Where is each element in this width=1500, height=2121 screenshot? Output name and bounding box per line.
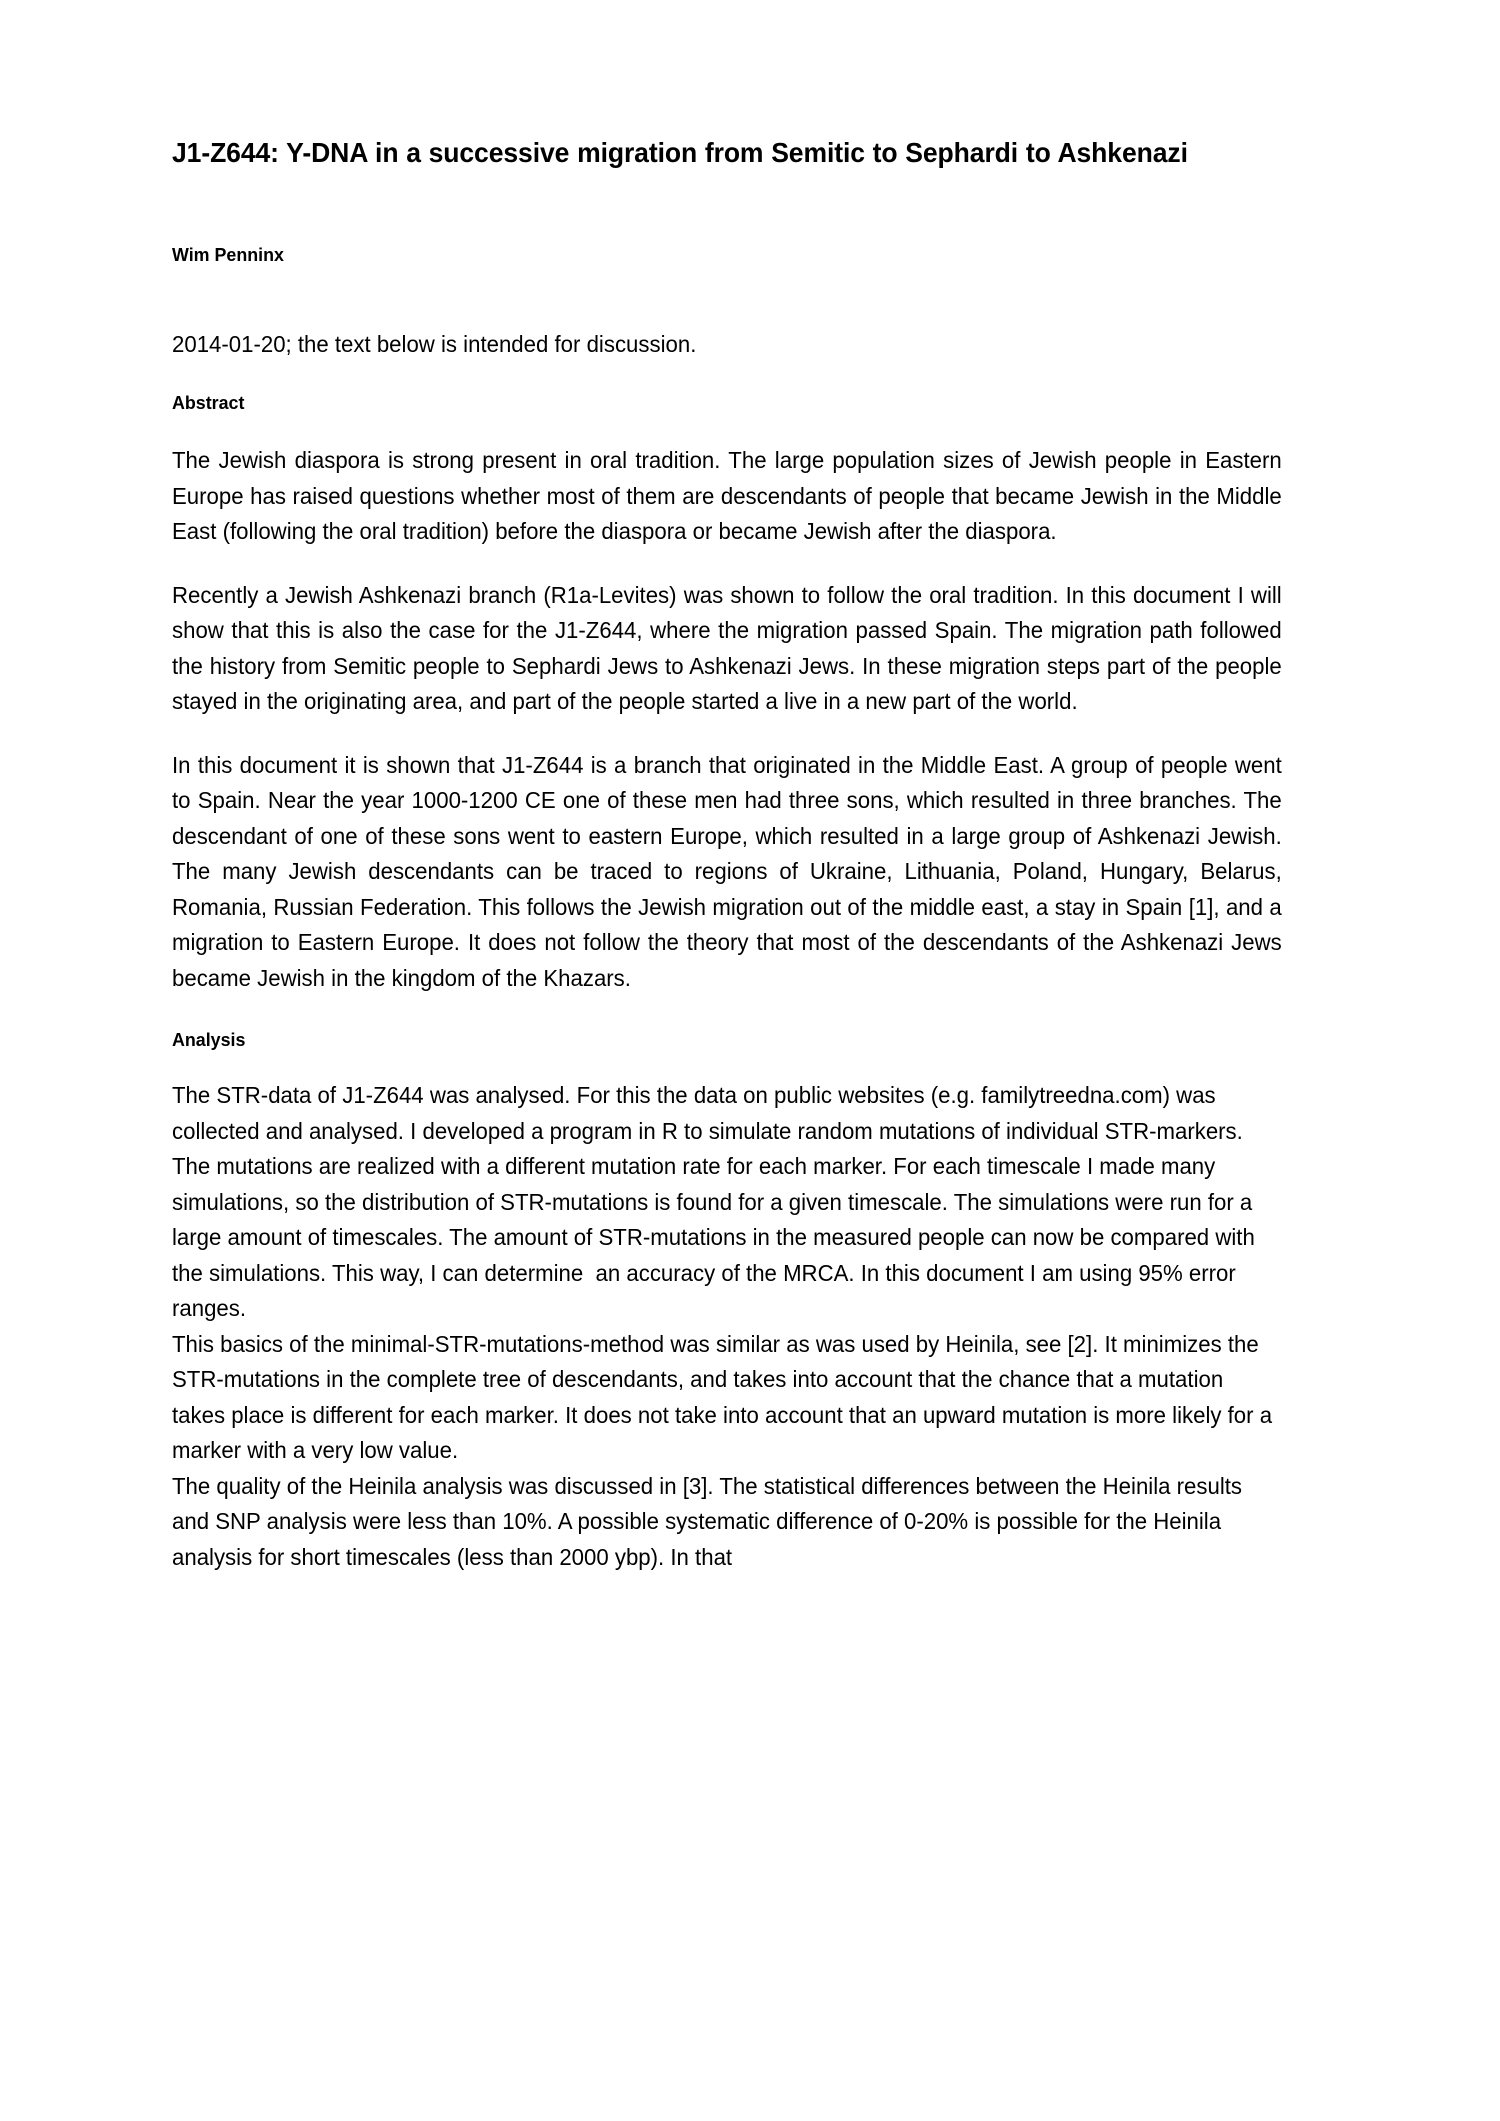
abstract-paragraph-2: Recently a Jewish Ashkenazi branch (R1a-Levites) was shown to follow the oral tradition. In this document I will show that this is also the case for the J1-Z644, where the migration passed Spain. The migration path followed the history from Semitic people to Sephardi Jews to Ashkenazi Jews. In these migration steps part of the people stayed in the originating area, and part of the people started a live in a new part of the world. bbox=[172, 581, 1288, 714]
abstract-paragraph-1: The Jewish diaspora is strong present in oral tradition. The large population sizes of Jewish people in Eastern Europe has raised questions whether most of them are descendants of people that became Jewish in the Middle East (following the oral tradition) before the diaspora or became Jewish after the diaspora. bbox=[172, 447, 1288, 544]
page-title: J1-Z644: Y-DNA in a successive migration from Semitic to Sephardi to Ashkenazi bbox=[172, 137, 1188, 168]
abstract-paragraph-3: In this document it is shown that J1-Z644 is a branch that originated in the Middle East. A group of people went to Spain. Near the year 1000-1200 CE one of these men had three sons, which resulted in three branches. The descendant of one of these sons went to eastern Europe, which resulted in a large group of Ashkenazi Jewish. The many Jewish descendants can be traced to regions of Ukraine, Lithuania, Poland, Hungary, Belarus, Romania, Russian Federation. This follows the Jewish migration out of the middle east, a stay in Spain [1], and a migration to Eastern Europe. It does not follow the theory that most of the descendants of the Ashkenazi Jews became Jewish in the kingdom of the Khazars. bbox=[172, 751, 1288, 991]
analysis-paragraph-3: The quality of the Heinila analysis was discussed in [3]. The statistical differences between the Heinila results and SNP analysis were less than 10%. A possible systematic difference of 0-20% is possible for the Heinila analysis for short timescales (less than 2000 ybp). In that bbox=[172, 1472, 1249, 1570]
section-heading-abstract: Abstract bbox=[172, 392, 245, 413]
analysis-paragraph-1: The STR-data of J1-Z644 was analysed. For this the data on public websites (e.g. familytreedna.com) was collected and analysed. I developed a program in R to simulate random mutations of individual STR-markers. The mutations are realized with a different mutation rate for each marker. For each timescale I made many simulations, so the distribution of STR-mutations is found for a given timescale. The simulations were run for a large amount of timescales. The amount of STR-mutations in the measured people can now be compared with the simulations. This way, I can determine an accuracy of the MRCA. In this document I am using 95% error ranges. bbox=[172, 1082, 1261, 1321]
section-heading-analysis: Analysis bbox=[172, 1029, 246, 1050]
author-name: Wim Penninx bbox=[172, 244, 284, 265]
date-note: 2014-01-20; the text below is intended for discussion. bbox=[172, 331, 697, 357]
analysis-paragraph-2: This basics of the minimal-STR-mutations-method was similar as was used by Heinila, see [2]. It minimizes the STR-mutations in the complete tree of descendants, and takes into account that the chance that a mutation takes place is different for each marker. It does not take into account that an upward mutation is more likely for a marker with a very low value. bbox=[172, 1330, 1279, 1463]
document-body bbox=[172, 0, 1322, 1575]
